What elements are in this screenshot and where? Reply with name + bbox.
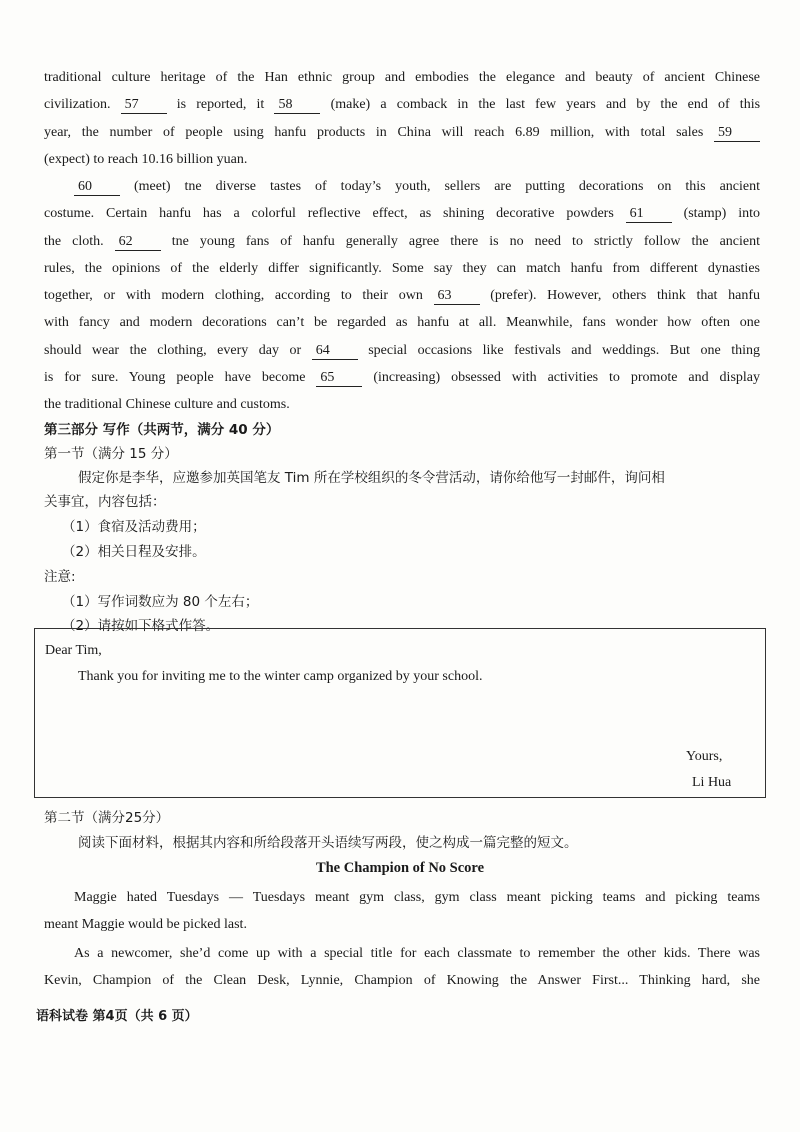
passage-line: with fancy and modern decorations can’t be regarded as hanfu at all. Meanwhile, fans wonder how often one <box>44 315 760 331</box>
note-item-1: （1）写作词数应为 80 个左右； <box>62 594 259 610</box>
passage-text: (meet) tne diverse tastes of today’s youth, sellers are putting decorations on this ancient <box>133 179 760 194</box>
section-1-prompt: 假定你是李华，应邀参加英国笔友 Tim 所在学校组织的冬令营活动，请你给他写一封邮件，询问相 <box>78 470 665 486</box>
passage-line: the traditional Chinese culture and customs. <box>44 397 290 413</box>
passage-text: (prefer). However, others think that hanfu <box>490 288 760 304</box>
letter-signature: Li Hua <box>692 775 732 790</box>
section-1-prompt-cont: 关事宜，内容包括： <box>44 494 166 510</box>
passage-text: special occasions like festivals and weddings. But one thing <box>368 342 761 358</box>
story-line: Kevin, Champion of the Clean Desk, Lynnie, Champion of Knowing the Answer First... Thinking hard, she <box>44 973 760 989</box>
blank-63[interactable]: 63 <box>434 288 480 305</box>
story-line: As a newcomer, she’d come up with a special title for each classmate to remember the other kids. There was <box>74 946 760 961</box>
page-footer: 语科试卷 第4页（共 6 页） <box>36 1009 198 1024</box>
note-item-2: （2）请按如下格式作答。 <box>62 618 220 634</box>
passage-text: (increasing) obsessed with activities to promote and display <box>373 370 760 386</box>
section-2-prompt: 阅读下面材料，根据其内容和所给段落开头语续写两段，使之构成一篇完整的短文。 <box>78 835 578 851</box>
passage-text: year, the number of people using hanfu products in China will reach 6.89 million, with total sales <box>44 124 704 140</box>
passage-text: (stamp) into <box>683 206 760 222</box>
letter-opening-line: Thank you for inviting me to the winter camp organized by your school. <box>78 669 483 684</box>
passage-text: is reported, it <box>176 97 265 113</box>
passage-line: (expect) to reach 10.16 billion yuan. <box>44 151 248 167</box>
letter-answer-box[interactable] <box>34 628 766 798</box>
blank-59[interactable]: 59 <box>714 125 760 142</box>
story-paragraph-2 <box>44 940 760 995</box>
story-paragraph-1 <box>44 884 760 939</box>
passage-text: the cloth. <box>44 233 104 249</box>
requirement-item-1: （1）食宿及活动费用； <box>62 519 206 535</box>
passage-paragraph-2 <box>44 173 760 419</box>
blank-62[interactable]: 62 <box>115 234 161 251</box>
blank-65[interactable]: 65 <box>316 370 362 387</box>
passage-line: rules, the opinions of the elderly differ significantly. Some say they can match hanfu from different dynasties <box>44 260 760 276</box>
part-title: 第三部分 写作（共两节，满分 40 分） <box>44 422 280 438</box>
story-title: The Champion of No Score <box>315 860 485 876</box>
story-line: meant Maggie would be picked last. <box>44 917 247 933</box>
story-line: Maggie hated Tuesdays — Tuesdays meant gym class, gym class meant picking teams and picking teams <box>74 890 760 905</box>
section-2-title: 第二节（满分25分） <box>44 810 170 826</box>
blank-61[interactable]: 61 <box>626 206 672 223</box>
passage-text: together, or with modern clothing, according to their own <box>44 288 423 304</box>
passage-text: (make) a comback in the last few years and by the end of this <box>330 97 761 113</box>
requirement-item-2: （2）相关日程及安排。 <box>62 544 206 560</box>
blank-64[interactable]: 64 <box>312 343 358 360</box>
passage-text: costume. Certain hanfu has a colorful reflective effect, as shining decorative powders <box>44 206 614 222</box>
note-label: 注意: <box>44 569 76 585</box>
section-1-title: 第一节（满分 15 分） <box>44 446 178 462</box>
letter-greeting: Dear Tim, <box>45 643 102 658</box>
passage-text: should wear the clothing, every day or <box>44 342 302 358</box>
passage-text: is for sure. Young people have become <box>44 370 306 386</box>
letter-closing: Yours, <box>686 749 723 764</box>
blank-57[interactable]: 57 <box>121 97 167 114</box>
blank-60[interactable]: 60 <box>74 179 120 196</box>
blank-58[interactable]: 58 <box>274 97 320 114</box>
passage-text: tne young fans of hanfu generally agree there is no need to strictly follow the ancient <box>171 233 760 249</box>
passage-paragraph-1 <box>44 64 760 173</box>
passage-line: traditional culture heritage of the Han ethnic group and embodies the elegance and beauty of ancient Chinese <box>44 70 760 85</box>
passage-text: civilization. <box>44 97 111 113</box>
